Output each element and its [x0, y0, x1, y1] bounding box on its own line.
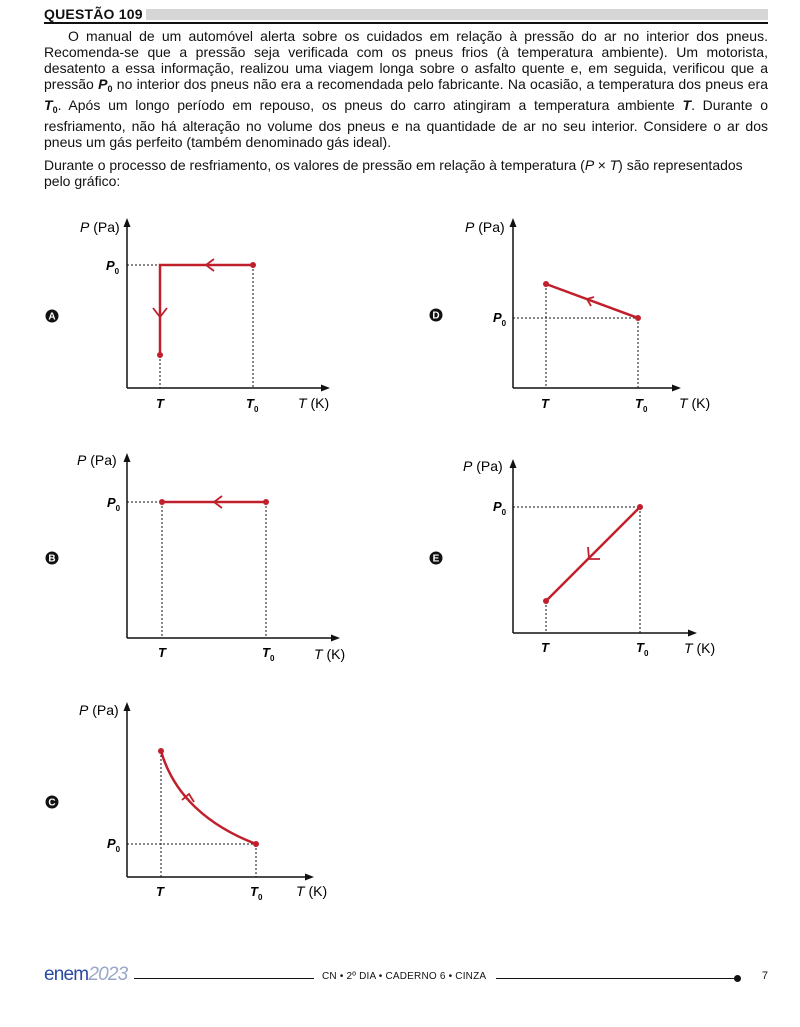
stem-t-symbol: T [682, 97, 692, 113]
footer-caption: CN • 2º DIA • CADERNO 6 • CINZA [322, 971, 487, 982]
stem-t0-symbol: T [44, 97, 53, 113]
svg-text:P0: $P_0$ [107, 495, 121, 513]
svg-text:B: B [48, 553, 56, 565]
page-number: 7 [761, 970, 768, 982]
svg-text:P0: $P_0$ [107, 836, 121, 854]
option-d-badge [430, 309, 443, 322]
option-a-graph [44, 214, 344, 414]
option-c-badge [46, 796, 59, 809]
svg-text:T (K): T (K) [684, 640, 716, 656]
option-c-curve [161, 751, 256, 844]
svg-text:T: T [541, 396, 549, 411]
option-a-curve [160, 265, 253, 355]
question-stem [44, 28, 768, 150]
svg-text:E: E [432, 553, 440, 565]
svg-text:T0: $T_0$ [250, 884, 263, 902]
stem-text-1: O manual de um automóvel alerta sobre os cuidados em relação à pressão do ar no interior dos pneus. Recomenda-se que a pressão seja verificada com os pneus frios (à temperatura ambiente). Um motorista, desatento a essa informação, realizou uma viagem longa sobre o asfalto quente e, em seguida, verificou que a pressão [44, 28, 768, 92]
option-b[interactable] [44, 447, 354, 672]
prompt-pt: P × T [584, 157, 619, 173]
x-axis-label: T (K) [298, 395, 330, 411]
stem-text-4: . Durante o resfriamento, não há alteração no volume dos pneus e na quantidade de ar no seu interior. Considere o ar dos pneus um gás perfeito (também denominado gás ideal). [44, 97, 769, 150]
footer-line-right [496, 978, 738, 979]
option-a-badge [46, 310, 59, 323]
stem-text-3: . Após um longo período em repouso, os pneus do carro atingiram a temperatura ambiente [57, 97, 683, 113]
svg-text:T: T [158, 645, 166, 660]
option-e[interactable] [429, 455, 729, 670]
svg-text:D: D [432, 310, 440, 322]
option-d-graph [429, 214, 729, 414]
enem-logo: enem2023 [44, 964, 128, 985]
svg-text:T: T [156, 884, 164, 899]
svg-text:P (Pa): P (Pa) [77, 452, 117, 468]
stem-t0-subscript: 0 [52, 105, 58, 115]
option-d[interactable] [429, 214, 729, 419]
page-footer [44, 964, 768, 992]
prompt-text-1: Durante o processo de resfriamento, os valores de pressão em relação à temperatura ( [44, 157, 585, 173]
y-axis-arrow [124, 218, 131, 227]
option-e-curve [546, 507, 640, 601]
stem-p0-symbol: P [98, 76, 108, 92]
svg-text:C: C [48, 797, 56, 809]
y-axis-unit: (Pa) [89, 219, 120, 235]
svg-text:T0: $T_0$ [262, 645, 275, 663]
option-a[interactable] [44, 214, 344, 419]
header-rule [44, 22, 768, 24]
svg-text:T0: $T_0$ [635, 396, 648, 414]
svg-text:T0: $T_0$ [636, 640, 649, 658]
t0-label: $T_0$ [246, 396, 259, 414]
option-e-graph [429, 455, 729, 665]
svg-text:P (Pa): P (Pa) [79, 702, 119, 718]
p0-label: $P_0$ [106, 258, 120, 276]
svg-text:T (K): T (K) [314, 646, 346, 662]
option-c-graph [44, 696, 344, 906]
option-d-curve [546, 284, 638, 318]
svg-text:A: A [48, 311, 56, 323]
svg-text:P0: $P_0$ [493, 310, 507, 328]
y-axis-label: P (Pa) [80, 219, 120, 235]
header-gray-bar [146, 9, 768, 20]
svg-text:T (K): T (K) [679, 395, 711, 411]
question-prompt [44, 157, 768, 189]
svg-text:T (K): T (K) [296, 883, 328, 899]
stem-p0-subscript: 0 [107, 84, 113, 94]
footer-line-left [134, 978, 314, 979]
svg-text:P (Pa): P (Pa) [463, 458, 503, 474]
question-title: QUESTÃO 109 [44, 6, 143, 22]
prompt-text-2: ) são representados pelo gráfico: [44, 157, 743, 189]
option-e-badge [430, 552, 443, 565]
y-axis-label: P (Pa) [465, 219, 505, 235]
option-c[interactable] [44, 696, 344, 911]
svg-text:P0: $P_0$ [493, 499, 507, 517]
stem-text-2: no interior dos pneus não era a recomendada pelo fabricante. Na ocasião, a temperatura dos pneus era [112, 76, 768, 92]
option-b-graph [44, 447, 354, 667]
t-label: T [156, 396, 164, 411]
svg-text:T: T [541, 640, 549, 655]
option-b-badge [46, 552, 59, 565]
x-axis-arrow [321, 385, 330, 392]
footer-dot [734, 975, 741, 982]
